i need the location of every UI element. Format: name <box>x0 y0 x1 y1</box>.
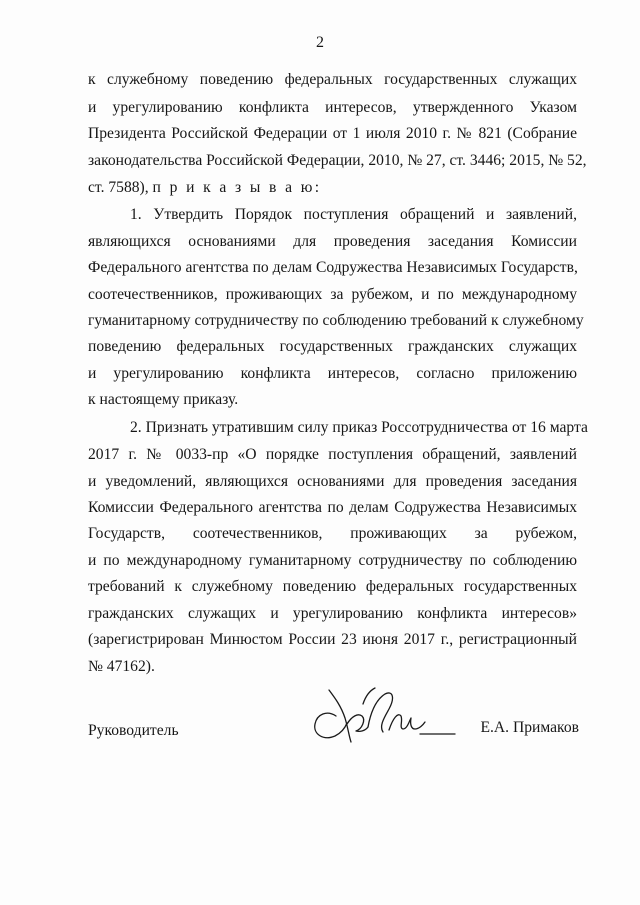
page-number: 2 <box>316 34 324 51</box>
text-line: и урегулированию конфликта интересов, согласно приложению <box>88 365 577 382</box>
text-line: Президента Российской Федерации от 1 июля 2010 г. № 821 (Собрание <box>88 125 577 142</box>
text-line: законодательства Российской Федерации, 2010, № 27, ст. 3446; 2015, № 52, <box>88 152 587 169</box>
text-line: к настоящему приказу. <box>88 391 239 408</box>
text-line: к служебному поведению федеральных государственных служащих <box>88 71 577 88</box>
text-line: гуманитарному сотрудничеству по соблюдению требований к служебному <box>88 312 584 329</box>
text-line: и урегулированию конфликта интересов, утвержденного Указом <box>88 99 577 116</box>
text-line: № 47162). <box>88 658 155 675</box>
signatory-role: Руководитель <box>88 722 179 739</box>
order-word: п р и к а з ы в а ю: <box>152 179 322 196</box>
text-line: требований к служебному поведению федеральных государственных <box>88 578 577 595</box>
text-line: 2. Признать утратившим силу приказ Россотрудничества от 16 марта <box>130 419 588 436</box>
text-line: (зарегистрирован Минюстом России 23 июня 2017 г., регистрационный <box>88 631 577 648</box>
text-line: являющихся основаниями для проведения заседания Комиссии <box>88 233 577 250</box>
text-line <box>88 178 577 198</box>
text-fragment: ст. 7588), <box>88 179 149 196</box>
text-line: поведению федеральных государственных гражданских служащих <box>88 338 577 355</box>
text-line: соотечественников, проживающих за рубежом, и по международному <box>88 286 577 303</box>
text-line: Федерального агентства по делам Содружества Независимых Государств, <box>88 259 578 276</box>
text-line: 1. Утвердить Порядок поступления обращений и заявлений, <box>130 206 577 223</box>
signatory-name: Е.А. Примаков <box>480 719 579 736</box>
text-line: Государств, соотечественников, проживающих за рубежом, <box>88 525 577 542</box>
text-line: Комиссии Федерального агентства по делам Содружества Независимых <box>88 499 577 516</box>
signature-image <box>305 676 465 756</box>
text-line: гражданских служащих и урегулированию конфликта интересов» <box>88 605 577 622</box>
text-line: и уведомлений, являющихся основаниями для проведения заседания <box>88 473 577 490</box>
text-line: и по международному гуманитарному сотрудничеству по соблюдению <box>88 552 577 569</box>
text-line: 2017 г. № 0033-пр «О порядке поступления обращений, заявлений <box>88 446 577 463</box>
